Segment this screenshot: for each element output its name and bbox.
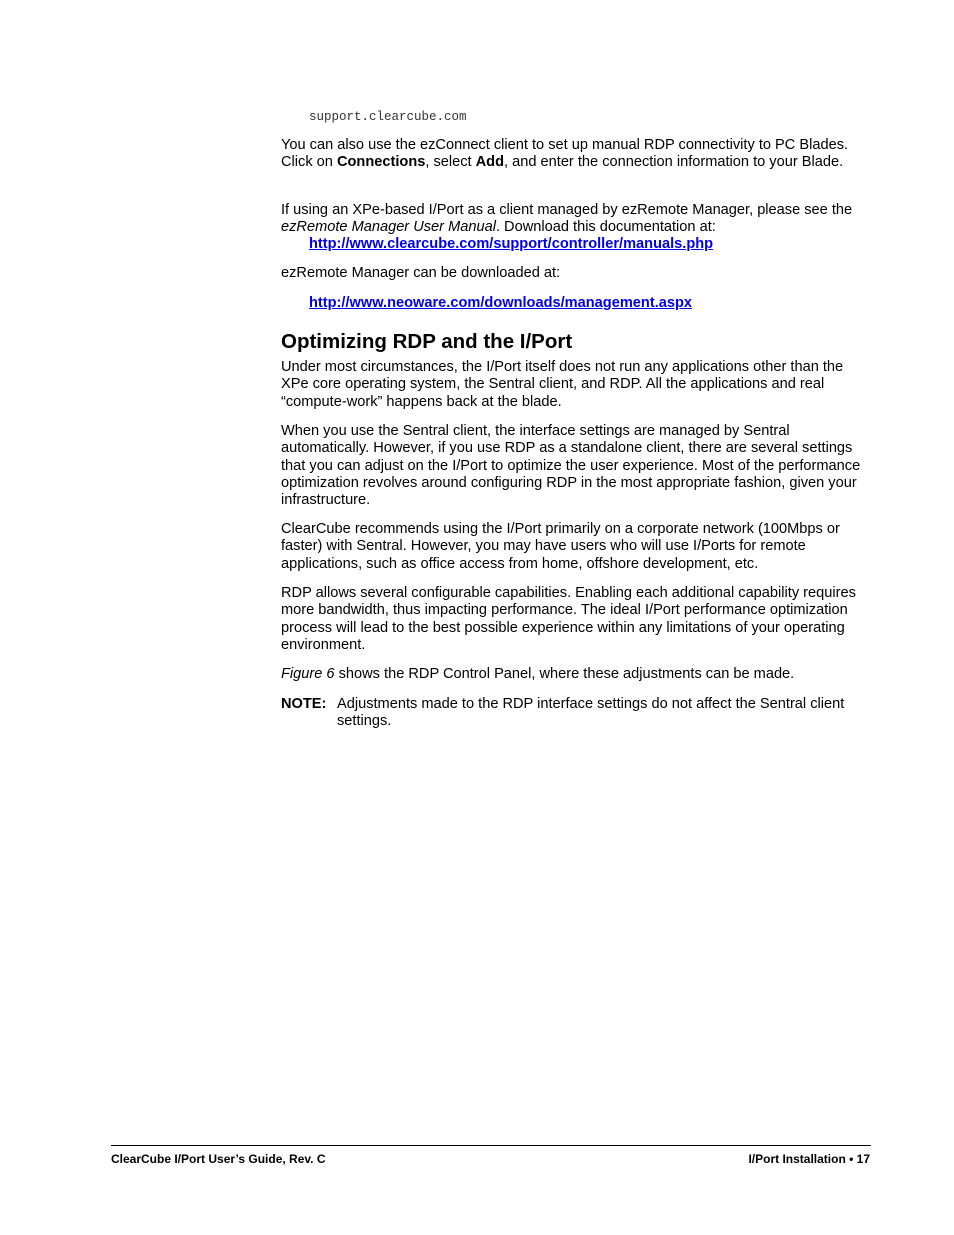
support-url: support.clearcube.com (309, 110, 467, 124)
paragraph-2: When you use the Sentral client, the interface settings are managed by Sentral automatically. However, if you use RDP as a standalone client, there are several settings that you can adjust on the I/Port to optimize the user experience. Most of the performance optimization revolves around configuring RDP in the most appropriate fashion, given your infrastructure. (281, 423, 861, 509)
paragraph-xpe: If using an XPe-based I/Port as a client managed by ezRemote Manager, please see the ezRemote Manager User Manual. Download this documentation at: (281, 202, 853, 236)
paragraph-4: RDP allows several configurable capabilities. Enabling each additional capability requires more bandwidth, thus impacting performance. The ideal I/Port performance optimization process will lead to the best possible experience within any limitations of your operating environment. (281, 585, 856, 653)
note-label: NOTE: (281, 696, 327, 712)
manuals-link[interactable]: http://www.clearcube.com/support/controller/manuals.php (309, 236, 714, 252)
footer-page: I/Port Installation • 17 (748, 1152, 870, 1166)
note-text: Adjustments made to the RDP interface settings do not affect the Sentral client settings. (337, 696, 845, 730)
note-block (281, 696, 869, 731)
footer-title: ClearCube I/Port User’s Guide, Rev. C (111, 1152, 326, 1166)
paragraph-download: ezRemote Manager can be downloaded at: (281, 265, 561, 281)
footer-divider (111, 1145, 871, 1146)
paragraph-figure: Figure 6 shows the RDP Control Panel, where these adjustments can be made. (281, 666, 795, 682)
paragraph-3: ClearCube recommends using the I/Port primarily on a corporate network (100Mbps or faster) with Sentral. However, you may have users who will use I/Ports for remote applications, such as office access from home, offshore development, etc. (281, 521, 840, 572)
neoware-link[interactable]: http://www.neoware.com/downloads/management.aspx (309, 295, 693, 311)
paragraph-ezconnect: You can also use the ezConnect client to set up manual RDP connectivity to PC Blades. Click on Connections, select Add, and enter the connection information to your Blade. (281, 137, 849, 171)
section-heading: Optimizing RDP and the I/Port (281, 330, 573, 353)
paragraph-1: Under most circumstances, the I/Port itself does not run any applications other than the XPe core operating system, the Sentral client, and RDP. All the applications and real “compute-work” happens back at the blade. (281, 359, 844, 410)
